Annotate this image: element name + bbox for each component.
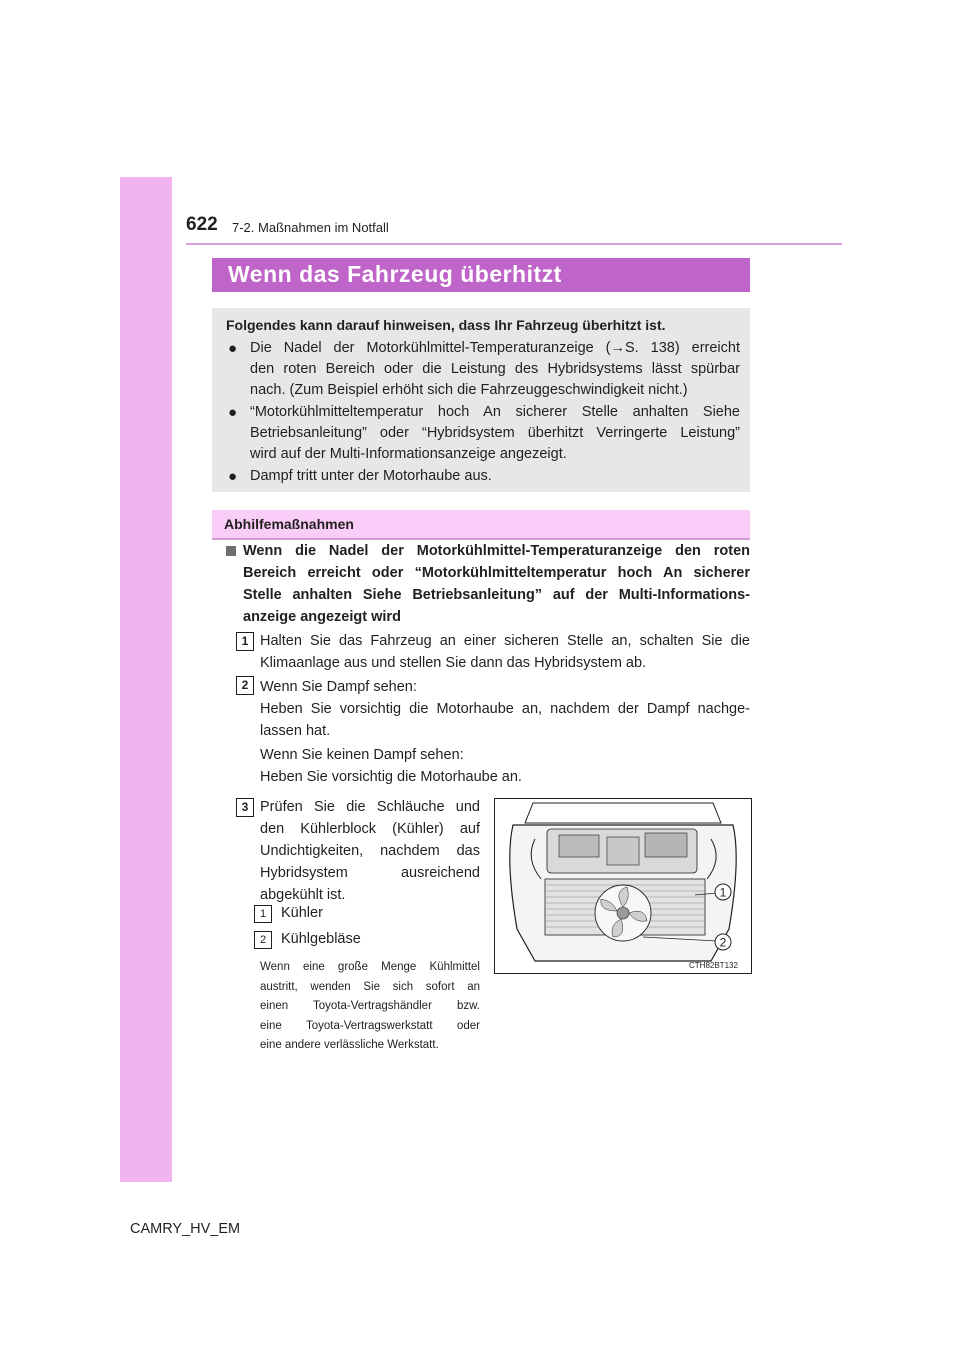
engine-bay-illustration [495, 799, 751, 973]
square-bullet-icon [226, 546, 236, 556]
info-bullet-1: Die Nadel der Motorkühlmittel-Temperaturanzeige (→S. 138) erreicht den roten Bereich oder die Leistung des Hybridsystems lässt spürbar nach. (Zum Beispiel erhöht sich die Fahrzeuggeschwindigkeit nicht.) [250, 340, 740, 398]
bullet-icon: ● [228, 340, 238, 357]
info-bullet-3: Dampf tritt unter der Motorhaube aus. [250, 468, 492, 484]
chapter-side-tab [120, 177, 172, 1182]
part-1-label: Kühler [281, 905, 323, 921]
subsection-title: Abhilfemaßnahmen [224, 516, 354, 532]
bullet-icon: ● [228, 404, 238, 421]
symptom-info-box [212, 308, 750, 492]
part-2-label: Kühlgebläse [281, 931, 361, 947]
situation-heading: Wenn die Nadel der Motorkühlmittel-Temperaturanzeige den roten Bereich erreicht oder “Motorkühlmitteltemperatur hoch An sicherer Stelle anhalten Siehe Betriebsanleitung” auf der Multi-Informations- anzeige angezeigt wird [243, 543, 750, 625]
engine-bay-figure [494, 798, 752, 974]
info-bullet-2: “Motorkühlmitteltemperatur hoch An sicherer Stelle anhalten Siehe Betriebsanleitung” oder “Hybridsystem überhitzt Verringerte Leistung” wird auf der Multi-Informationsanzeige angezeigt. [250, 404, 740, 462]
step-2-badge: 2 [236, 676, 254, 695]
bullet-icon: ● [228, 468, 238, 485]
page-number: 622 [186, 214, 218, 235]
subsection-band [212, 510, 750, 540]
section-label: 7-2. Maßnahmen im Notfall [232, 220, 389, 235]
step-3-badge: 3 [236, 798, 254, 817]
title-band [212, 258, 750, 292]
step-3-text: Prüfen Sie die Schläuche und den Kühlerblock (Kühler) auf Undichtigkeiten, nachdem das Hybridsystem ausreichend abgekühlt ist. [260, 799, 480, 903]
part-1-badge: 1 [254, 905, 272, 923]
step-2-extra-text: Wenn Sie keinen Dampf sehen: Heben Sie vorsichtig die Motorhaube an. [260, 747, 522, 785]
page-title: Wenn das Fahrzeug überhitzt [228, 261, 562, 287]
footer-model-code: CAMRY_HV_EM [130, 1221, 241, 1237]
caution-note: Wenn eine große Menge Kühlmittel austritt, wenden Sie sich sofort an einen Toyota-Vertragshändler bzw. eine Toyota-Vertragswerkstatt oder eine andere verlässliche Werkstatt. [260, 961, 480, 1051]
info-lead: Folgendes kann darauf hinweisen, dass Ihr Fahrzeug überhitzt ist. [226, 317, 666, 333]
figure-code: CTH82BT132 [689, 961, 738, 970]
header-rule [186, 243, 842, 245]
step-1-badge: 1 [236, 632, 254, 651]
step-2-text: Wenn Sie Dampf sehen: Heben Sie vorsichtig die Motorhaube an, nachdem der Dampf nachge- lassen hat. [260, 679, 750, 739]
callout-1: 1 [719, 885, 727, 900]
part-2-badge: 2 [254, 931, 272, 949]
callout-2: 2 [719, 935, 727, 950]
step-1-text: Halten Sie das Fahrzeug an einer sicheren Stelle an, schalten Sie die Klimaanlage aus und stellen Sie dann das Hybridsystem ab. [260, 633, 750, 671]
